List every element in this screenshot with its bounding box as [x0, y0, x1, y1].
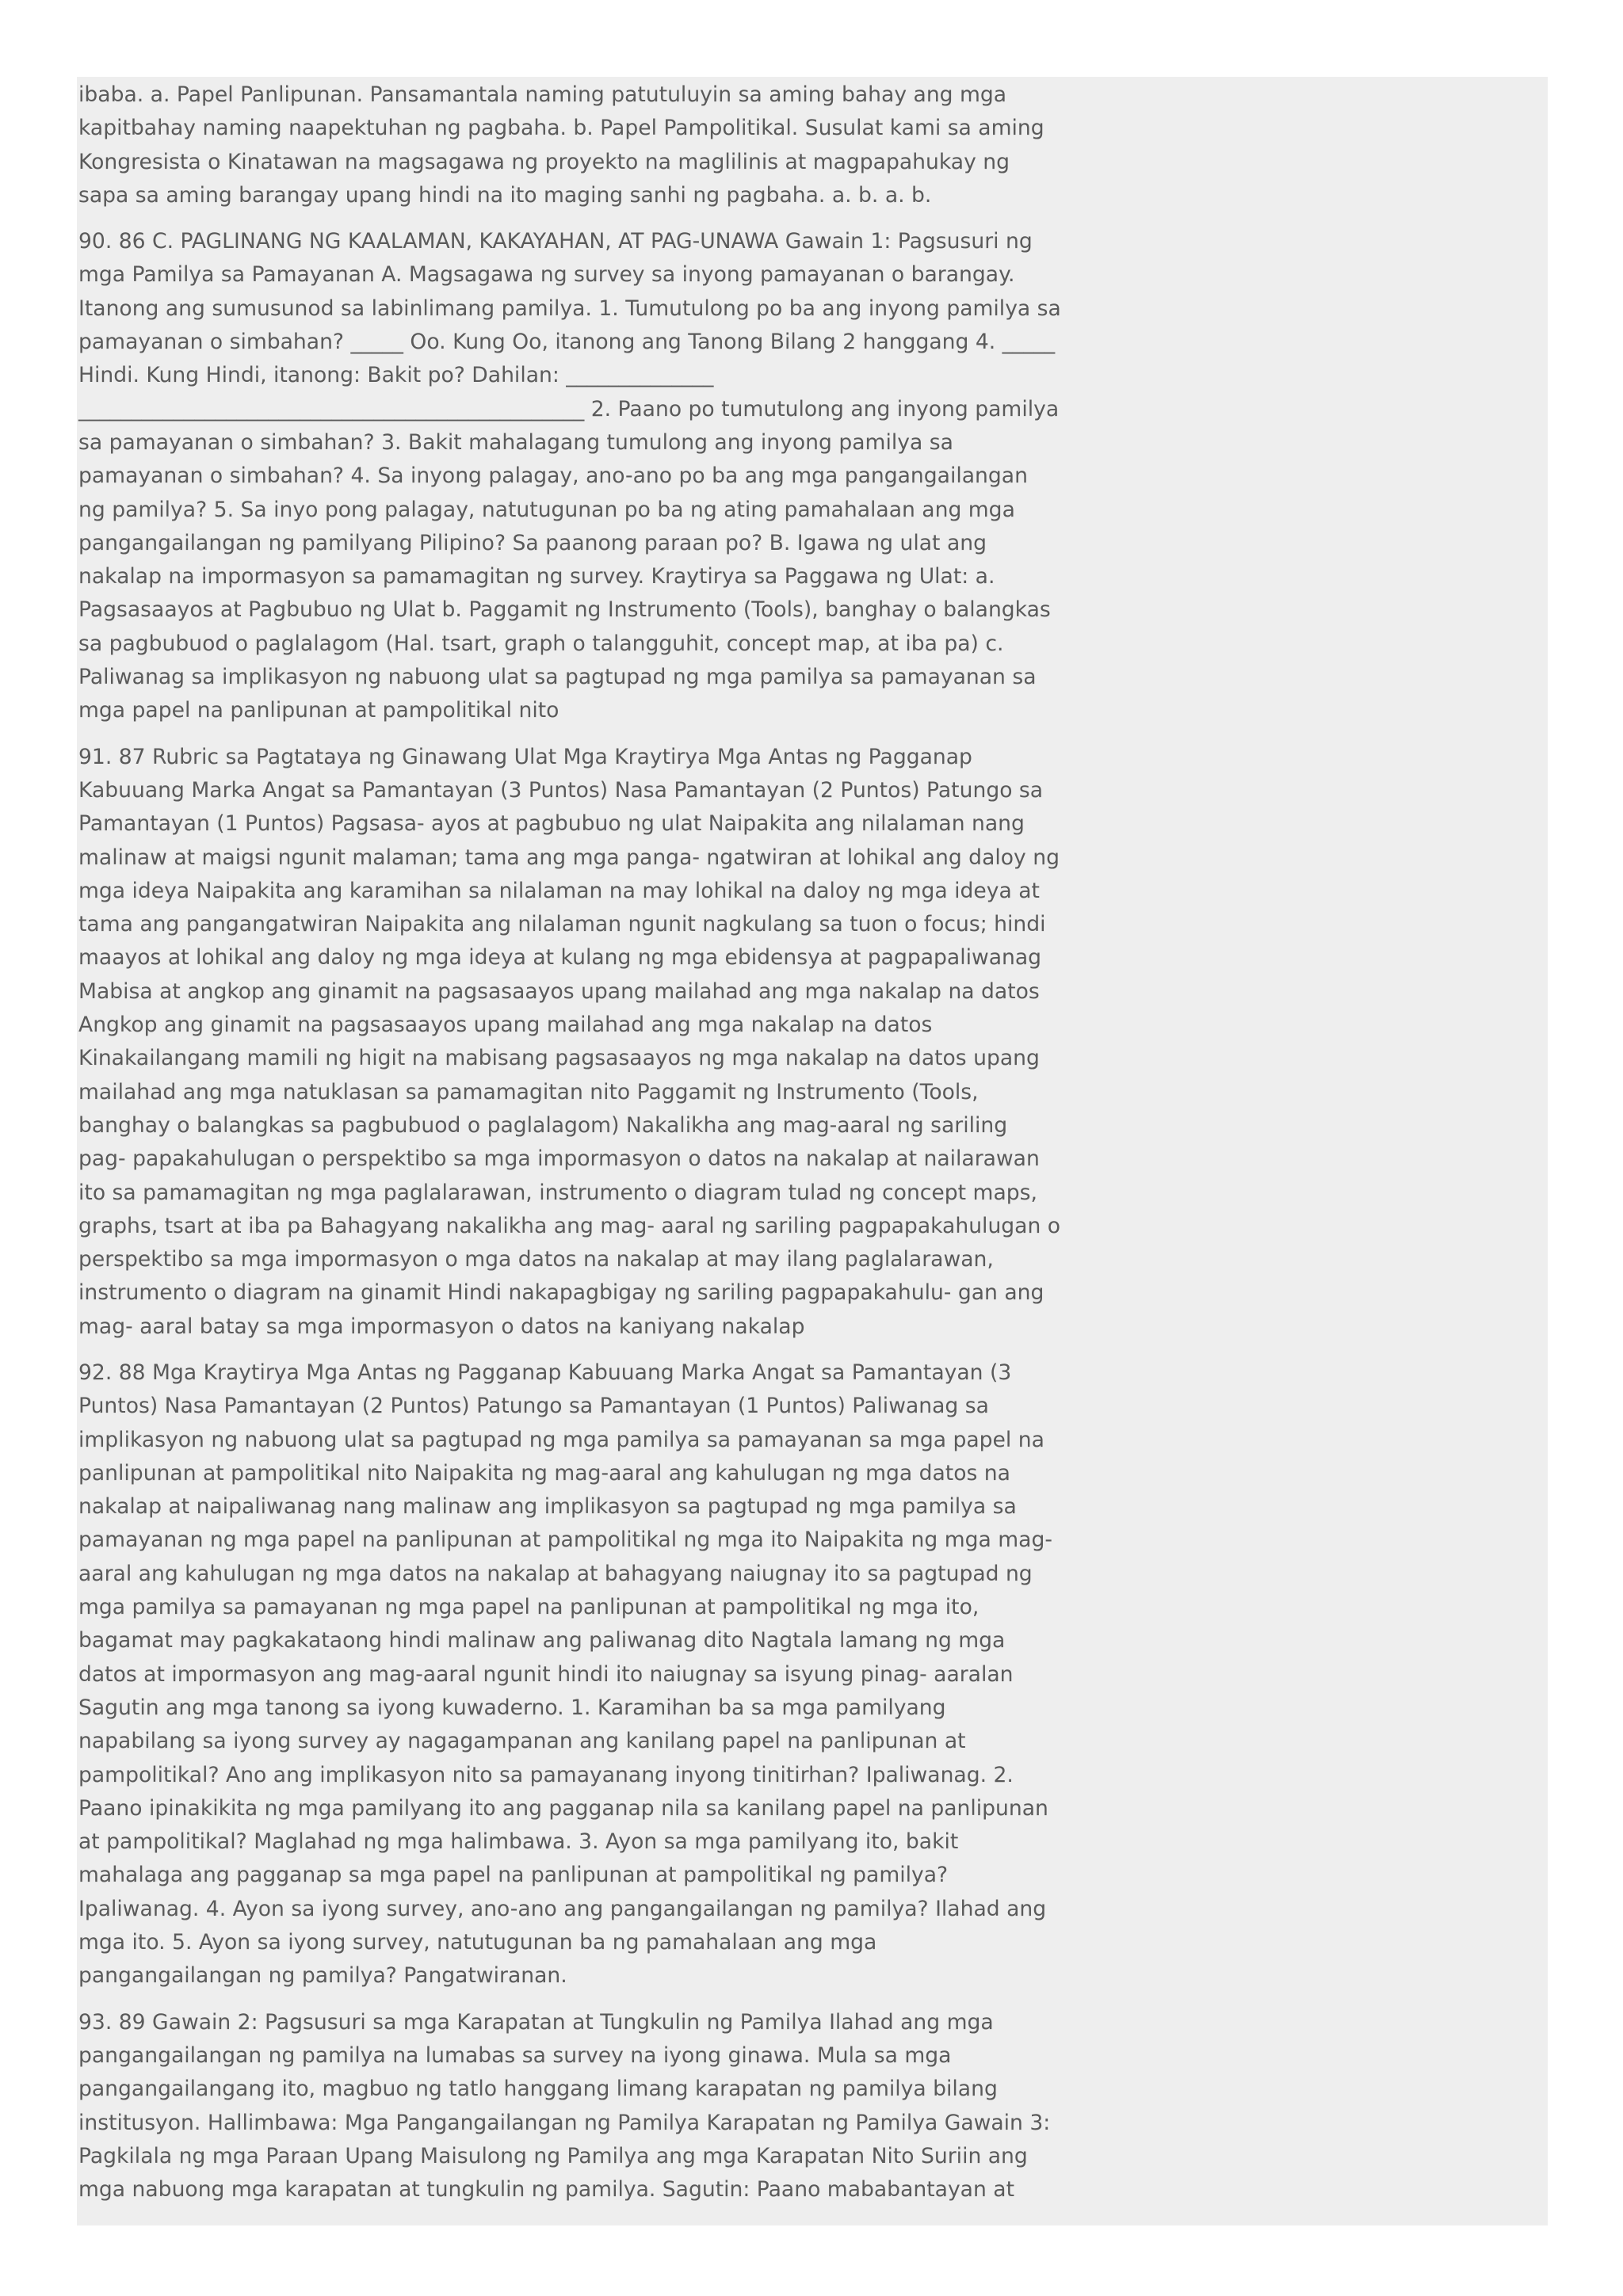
- paragraph-91: 91. 87 Rubric sa Pagtataya ng Ginawang Ulat Mga Kraytirya Mga Antas ng Pagganap Kabuuang Marka Angat sa Pamantayan (3 Puntos) Nasa Pamantayan (2 Puntos) Patungo sa Pamantayan (1 Puntos) Pagsasa- ayos at pagbubuo ng ulat Naipakita ang nilalaman nang malinaw at maigsi ngunit malaman; tama ang mga panga- ngatwiran at lohikal ang daloy ng mga ideya Naipakita ang karamihan sa nilalaman na may lohikal na daloy ng mga ideya at tama ang pangangatwiran Naipakita ang nilalaman ngunit nagkulang sa tuon o focus; hindi maayos at lohikal ang daloy ng mga ideya at kulang ng mga ebidensya at pagpapaliwanag Mabisa at angkop ang ginamit na pagsasaayos upang mailahad ang mga nakalap na datos Angkop ang ginamit na pagsasaayos upang mailahad ang mga nakalap na datos Kinakailangang mamili ng higit na mabisang pagsasaayos ng mga nakalap na datos upang mailahad ang mga natuklasan sa pamamagitan nito Paggamit ng Instrumento (Tools, banghay o balangkas sa pagbubuod o paglalagom) Nakalikha ang mag-aaral ng sariling pag- papakahulugan o perspektibo sa mga impormasyon o datos na nakalap at nailarawan ito sa pamamagitan ng mga paglalarawan, instrumento o diagram tulad ng concept maps, graphs, tsart at iba pa Bahagyang nakalikha ang mag- aaral ng sariling pagpapakahulugan o perspektibo sa mga impormasyon o mga datos na nakalap at may ilang paglalarawan, instrumento o diagram na ginamit Hindi nakapagbigay ng sariling pagpapakahulu- gan ang mag- aaral batay sa mga impormasyon o datos na kaniyang nakalap: [78, 744, 1061, 1339]
- document-text-panel: [77, 77, 1548, 2225]
- paragraph-ibaba: ibaba. a. Papel Panlipunan. Pansamantala naming patutuluyin sa aming bahay ang mga kapitbahay naming naapektuhan ng pagbaha. b. Papel Pampolitikal. Susulat kami sa aming Kongresista o Kinatawan na magsagawa ng proyekto na maglilinis at magpapahukay ng sapa sa aming barangay upang hindi na ito maging sanhi ng pagbaha. a. b. a. b.: [78, 82, 1044, 208]
- paragraph-90: 90. 86 C. PAGLINANG NG KAALAMAN, KAKAYAHAN, AT PAG-UNAWA Gawain 1: Pagsusuri ng mga Pamilya sa Pamayanan A. Magsagawa ng survey sa inyong pamayanan o barangay. Itanong ang sumusunod sa labinlimang pamilya. 1. Tumutulong po ba ang inyong pamilya sa pamayanan o simbahan? _____ Oo. Kung Oo, itanong ang Tanong Bilang 2 hanggang 4. _____ Hindi. Kung Hindi, itanong: Bakit po? Dahilan: ______________ ________________________________________________ 2. Paano po tumutulong ang inyong pamilya sa pamayanan o simbahan? 3. Bakit mahalagang tumulong ang inyong pamilya sa pamayanan o simbahan? 4. Sa inyong palagay, ano-ano po ba ang mga pangangailangan ng pamilya? 5. Sa inyo pong palagay, natutugunan po ba ng ating pamahalaan ang mga pangangailangan ng pamilyang Pilipino? Sa paanong paraan po? B. Igawa ng ulat ang nakalap na impormasyon sa pamamagitan ng survey. Kraytirya sa Paggawa ng Ulat: a. Pagsasaayos at Pagbubuo ng Ulat b. Paggamit ng Instrumento (Tools), banghay o balangkas sa pagbubuod o paglalagom (Hal. tsart, graph o talangguhit, concept map, at iba pa) c. Paliwanag sa implikasyon ng nabuong ulat sa pagtupad ng mga pamilya sa pamayanan sa mga papel na panlipunan at pampolitikal nito: [78, 229, 1061, 723]
- paragraph-93: 93. 89 Gawain 2: Pagsusuri sa mga Karapatan at Tungkulin ng Pamilya Ilahad ang mga pangangailangan ng pamilya na lumabas sa survey na iyong ginawa. Mula sa mga pangangailangang ito, magbuo ng tatlo hanggang limang karapatan ng pamilya bilang institusyon. Hallimbawa: Mga Pangangailangan ng Pamilya Karapatan ng Pamilya Gawain 3: Pagkilala ng mga Paraan Upang Maisulong ng Pamilya ang mga Karapatan Nito Suriin ang mga nabuong mga karapatan at tungkulin ng pamilya. Sagutin: Paano mababantayan at: [78, 2009, 1051, 2203]
- paragraph-92: 92. 88 Mga Kraytirya Mga Antas ng Pagganap Kabuuang Marka Angat sa Pamantayan (3 Puntos) Nasa Pamantayan (2 Puntos) Patungo sa Pamantayan (1 Puntos) Paliwanag sa implikasyon ng nabuong ulat sa pagtupad ng mga pamilya sa pamayanan sa mga papel na panlipunan at pampolitikal nito Naipakita ng mag-aaral ang kahulugan ng mga datos na nakalap at naipaliwanag nang malinaw ang implikasyon sa pagtupad ng mga pamilya sa pamayanan ng mga papel na panlipunan at pampolitikal ng mga ito Naipakita ng mga mag- aaral ang kahulugan ng mga datos na nakalap at bahagyang naiugnay ito sa pagtupad ng mga pamilya sa pamayanan ng mga papel na panlipunan at pampolitikal ng mga ito, bagamat may pagkakataong hindi malinaw ang paliwanag dito Nagtala lamang ng mga datos at impormasyon ang mag-aaral ngunit hindi ito naiugnay sa isyung pinag- aaralan Sagutin ang mga tanong sa iyong kuwaderno. 1. Karamihan ba sa mga pamilyang napabilang sa iyong survey ay nagagampanan ang kanilang papel na panlipunan at pampolitikal? Ano ang implikasyon nito sa pamayanang inyong tinitirhan? Ipaliwanag. 2. Paano ipinakikita ng mga pamilyang ito ang pagganap nila sa kanilang papel na panlipunan at pampolitikal? Maglahad ng mga halimbawa. 3. Ayon sa mga pamilyang ito, bakit mahalaga ang pagganap sa mga papel na panlipunan at pampolitikal ng pamilya? Ipaliwanag. 4. Ayon sa iyong survey, ano-ano ang pangangailangan ng pamilya? Ilahad ang mga ito. 5. Ayon sa iyong survey, natutugunan ba ng pamahalaan ang mga pangangailangan ng pamilya? Pangatwiranan.: [78, 1360, 1052, 1989]
